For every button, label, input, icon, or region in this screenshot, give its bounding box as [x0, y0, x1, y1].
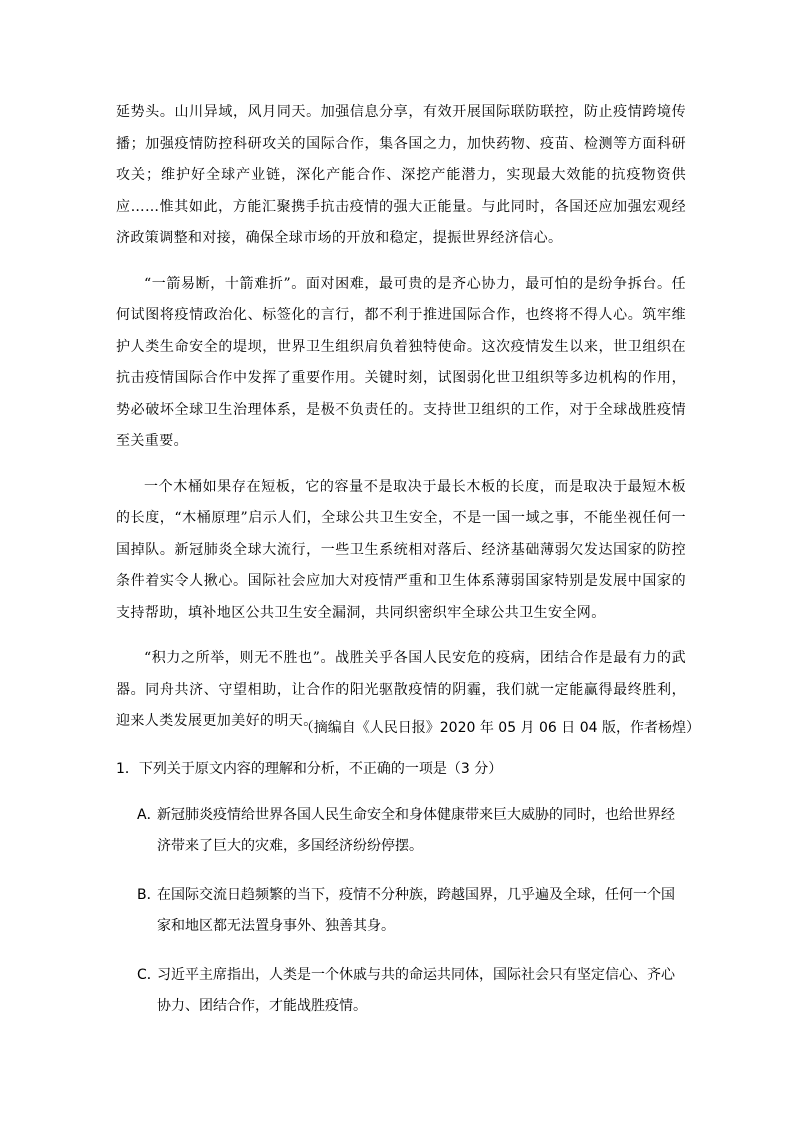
question-stem — [116, 757, 700, 781]
option-a — [137, 800, 685, 862]
question-text: 下列关于原文内容的理解和分析，不正确的一项是（3 分） — [138, 761, 503, 777]
option-text: 新冠肺炎疫情给世界各国人民生命安全和身体健康带来巨大威胁的同时，也给世界经济带来了巨大的灾难，多国经济纷纷停摆。 — [157, 807, 675, 854]
article-paragraph: 一个木桶如果存在短板，它的容量不是取决于最长木板的长度，而是取决于最短木板的长度，“木桶原理”启示人们，全球公共卫生安全，不是一国一域之事，不能坐视任何一国掉队。新冠肺炎全球大流行，一些卫生系统相对落后、经济基础薄弱欠发达国家的防控条件着实令人揪心。国际社会应加大对疫情严重和卫生体系薄弱国家特别是发展中国家的支持帮助，填补地区公共卫生安全漏洞，共同织密织牢全球公共卫生安全网。 — [116, 478, 686, 621]
option-c — [137, 960, 685, 1022]
option-text: 在国际交流日趋频繁的当下，疫情不分种族，跨越国界，几乎遍及全球，任何一个国家和地区都无法置身事外、独善其身。 — [157, 887, 675, 934]
question-number: 1． — [116, 761, 139, 777]
answer-options — [137, 800, 685, 1040]
article-body — [116, 97, 686, 752]
article-paragraph: 延势头。山川异域，风月同天。加强信息分享，有效开展国际联防联控，防止疫情跨境传播；加强疫情防控科研攻关的国际合作，集各国之力，加快药物、疫苗、检测等方面科研攻关；维护好全球产业链，深化产能合作、深挖产能潜力，实现最大效能的抗疫物资供应……惟其如此，方能汇聚携手抗击疫情的强大正能量。与此同时，各国还应加强宏观经济政策调整和对接，确保全球市场的开放和稳定，提振世界经济信心。 — [116, 104, 686, 246]
article-source: （摘编自《人民日报》2020 年 05 月 06 日 04 版，作者杨煌） — [299, 720, 700, 736]
option-b — [137, 880, 685, 942]
option-text: 习近平主席指出，人类是一个休戚与共的命运共同体，国际社会只有坚定信心、齐心协力、团结合作，才能战胜疫情。 — [157, 967, 675, 1014]
option-letter: C． — [137, 967, 161, 983]
option-letter: B． — [137, 887, 161, 903]
article-paragraph: “一箭易断，十箭难折”。面对困难，最可贵的是齐心协力，最可怕的是纷争拆台。任何试图将疫情政治化、标签化的言行，都不利于推进国际合作，也终将不得人心。筑牢维护人类生命安全的堤坝，世界卫生组织肩负着独特使命。这次疫情发生以来，世卫组织在抗击疫情国际合作中发挥了重要作用。关键时刻，试图弱化世卫组织等多边机构的作用，势必破坏全球卫生治理体系，是极不负责任的。支持世卫组织的工作，对于全球战胜疫情至关重要。 — [116, 275, 686, 449]
article-paragraph: “积力之所举，则无不胜也”。战胜关乎各国人民安危的疫病，团结合作是最有力的武器。同舟共济、守望相助，让合作的阳光驱散疫情的阴霾，我们就一定能赢得最终胜利，迎来人类发展更加美好的明天。 — [116, 650, 686, 729]
option-letter: A． — [137, 807, 161, 823]
